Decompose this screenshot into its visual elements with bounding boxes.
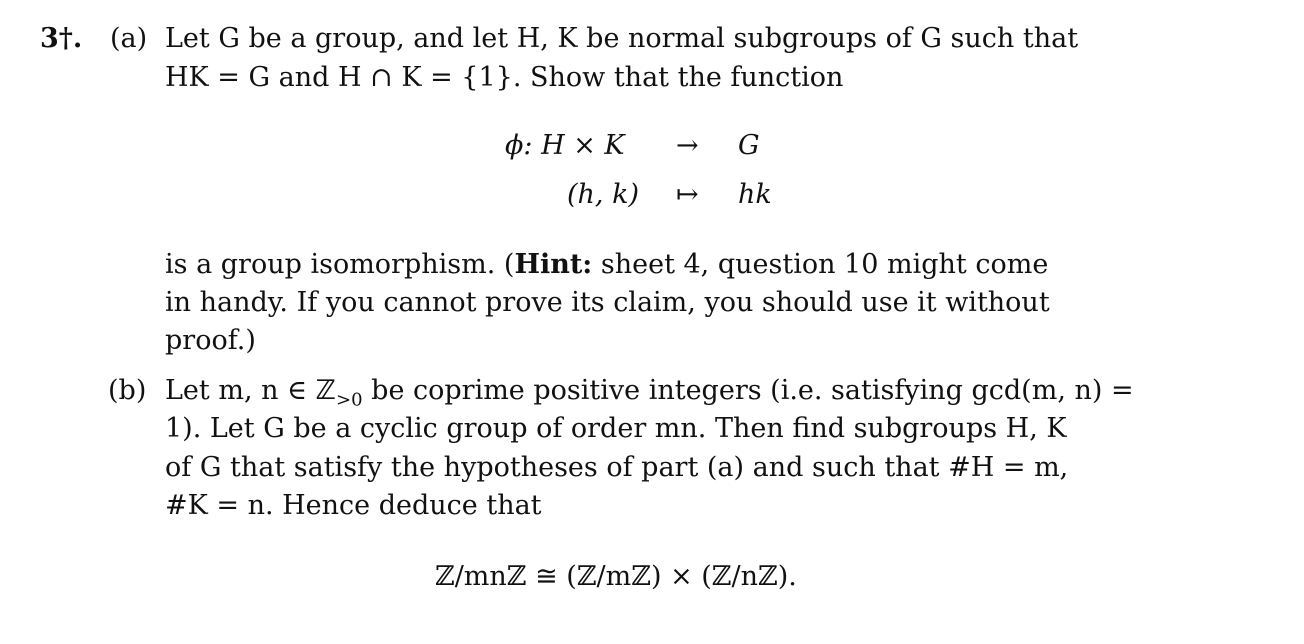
map-codomain: G <box>738 130 760 161</box>
part-b-label: (b) <box>108 375 147 406</box>
part-a-line-4: in handy. If you cannot prove its claim, you should use it without <box>165 287 1050 318</box>
map-element: (h, k) <box>567 179 639 210</box>
map-domain: ϕ: H × K <box>505 130 625 161</box>
problem-number: 3†. <box>40 23 83 54</box>
maps-to-arrow: ↦ <box>676 179 699 210</box>
part-a-line-3: is a group isomorphism. (Hint: sheet 4, question 10 might come <box>165 249 1049 280</box>
part-a-line-1: Let G be a group, and let H, K be normal subgroups of G such that <box>165 23 1079 54</box>
part-b-line-1: Let m, n ∈ ℤ$_{>0}$ be coprime positive integers (i.e. satisfying gcd(m, n) = <box>165 375 1134 411</box>
hint-label: Hint: <box>514 249 593 280</box>
part-b-line-3: of G that satisfy the hypotheses of part (a) and such that #H = m, <box>165 452 1069 483</box>
part-a-line-2: HK = G and H ∩ K = {1}. Show that the function <box>165 62 844 93</box>
part-b-line-4: #K = n. Hence deduce that <box>165 490 542 521</box>
isomorphism-display: ℤ/mnℤ ≅ (ℤ/mℤ) × (ℤ/nℤ). <box>435 561 797 592</box>
map-arrow: → <box>676 130 699 161</box>
part-a-label: (a) <box>110 23 148 54</box>
part-b-line-2: 1). Let G be a cyclic group of order mn. Then find subgroups H, K <box>165 413 1067 444</box>
part-a-line-5: proof.) <box>165 325 256 356</box>
map-image: hk <box>738 179 772 210</box>
